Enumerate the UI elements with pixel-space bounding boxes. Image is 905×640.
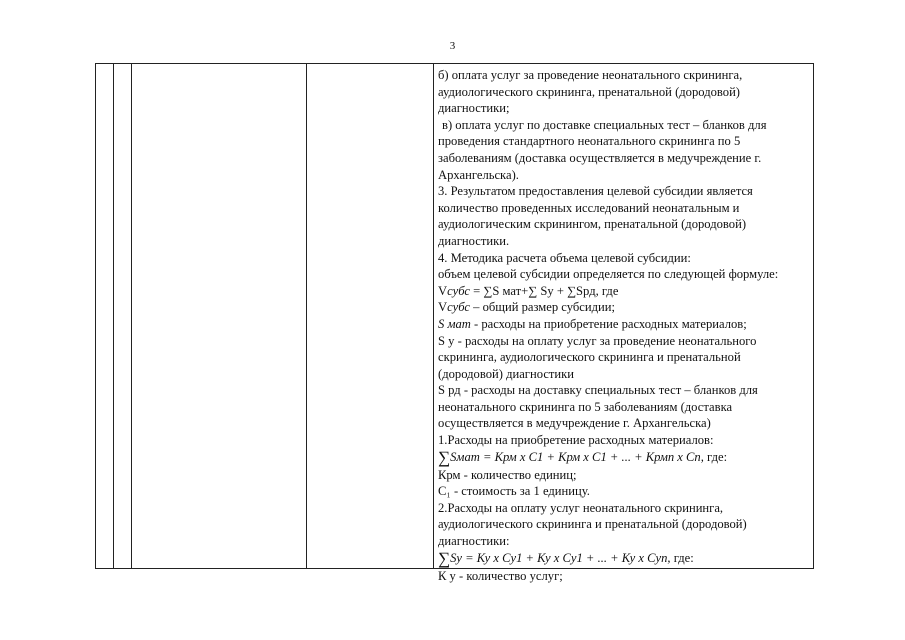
text-line: 4. Методика расчета объема целевой субсидии: bbox=[438, 250, 691, 265]
column-divider bbox=[433, 64, 434, 568]
text-line: 3. Результатом предоставления целевой субсидии является bbox=[438, 184, 753, 199]
document-table bbox=[95, 63, 814, 583]
formula-tail: где: bbox=[703, 449, 728, 464]
text-line: проведения стандартного неонатального скрининга по 5 bbox=[438, 134, 741, 149]
text-line: диагностики; bbox=[438, 101, 510, 116]
sum-symbol: ∑ bbox=[438, 447, 451, 467]
definition-smat bbox=[438, 316, 810, 333]
text-line: Архангельска). bbox=[438, 167, 519, 182]
item-title: 1.Расходы на приобретение расходных материалов: bbox=[438, 433, 714, 448]
text-line: неонатального скрининга по 5 заболеваниям (доставка bbox=[438, 399, 733, 414]
text-line: аудиологического скрининга, пренатальной (дородовой) bbox=[438, 84, 740, 99]
formula-main bbox=[438, 283, 810, 300]
text-line: (дородовой) диагностики bbox=[438, 366, 575, 381]
text-line: аудиологического скрининга и пренатальной (дородовой) bbox=[438, 517, 747, 532]
column-divider bbox=[306, 64, 307, 568]
formula-body: Sмат = Крм х С1 + Крм х С1 + ... + Крмп х Сп, bbox=[450, 449, 704, 464]
formula-subscript: субс bbox=[447, 283, 470, 298]
formula-symbol: V bbox=[438, 283, 448, 298]
formula-text: = ∑S мат+∑ Sу + ∑Sрд, где bbox=[469, 283, 619, 298]
formula-tail: где: bbox=[670, 550, 694, 565]
text-line: б) оплата услуг за проведение неонатального скрининга, bbox=[438, 68, 743, 82]
text-line: 2.Расходы на оплату услуг неонатального скрининга, bbox=[438, 500, 724, 515]
sum-symbol: ∑ bbox=[438, 548, 451, 568]
text-line: осуществляется в медучреждение г. Архангельска) bbox=[438, 416, 711, 431]
text-line: объем целевой субсидии определяется по следующей формуле: bbox=[438, 267, 779, 282]
definition-text: - расходы на приобретение расходных материалов; bbox=[470, 316, 747, 331]
formula-symbol: V bbox=[438, 300, 448, 315]
text-line: С₁ - стоимость за 1 единицу. bbox=[438, 484, 590, 499]
text-line: в) оплата услуг по доставке специальных тест – бланков для bbox=[442, 117, 767, 132]
text-line: S рд - расходы на доставку специальных тест – бланков для bbox=[438, 383, 758, 398]
text-line: количество проведенных исследований неонатальным и bbox=[438, 200, 740, 215]
text-line: скрининга, аудиологического скрининга и пренатальной bbox=[438, 350, 741, 365]
definition-text: – общий размер субсидии; bbox=[469, 300, 615, 315]
formula-body: Sу = Ку х Су1 + Ку х Су1 + ... + Ку х Суп, bbox=[450, 550, 671, 565]
text-line: Крм - количество единиц; bbox=[438, 467, 577, 482]
table-cell-text bbox=[438, 67, 810, 584]
formula-symbol: S мат bbox=[438, 316, 471, 331]
formula-subscript: субс bbox=[447, 300, 470, 315]
page-number: 3 bbox=[449, 40, 456, 52]
definition-v bbox=[438, 299, 810, 316]
text-line: S у - расходы на оплату услуг за проведение неонатального bbox=[438, 333, 757, 348]
text-line: аудиологическим скринингом, пренатальной (дородовой) bbox=[438, 217, 747, 232]
text-line: диагностики: bbox=[438, 534, 510, 549]
text-line: заболеваниям (доставка осуществляется в медучреждение г. bbox=[438, 150, 762, 165]
text-line: К у - количество услуг; bbox=[438, 568, 563, 583]
formula-1 bbox=[438, 449, 810, 467]
column-divider bbox=[131, 64, 132, 568]
formula-2 bbox=[438, 550, 810, 568]
column-divider bbox=[113, 64, 114, 568]
text-line: диагностики. bbox=[438, 233, 510, 248]
